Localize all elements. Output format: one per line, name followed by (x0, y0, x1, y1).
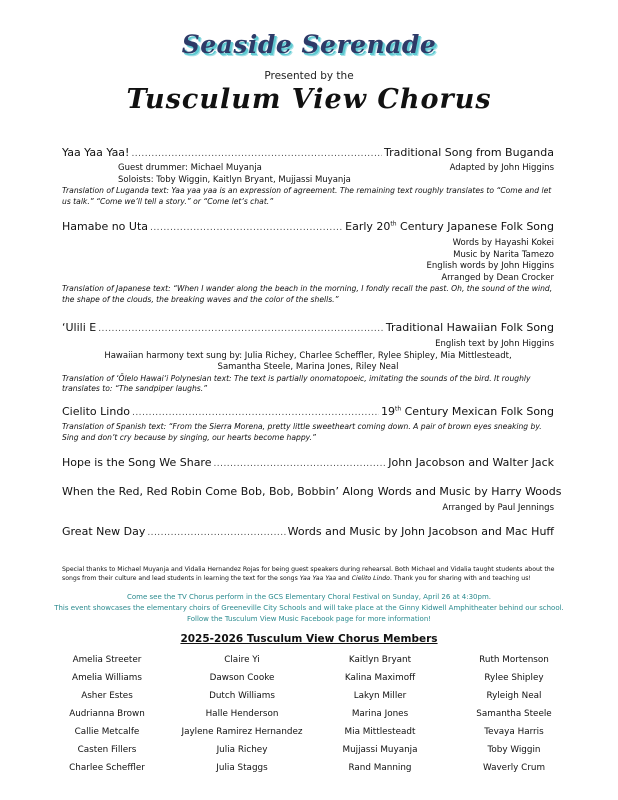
member-name: Claire Yi (224, 655, 260, 665)
dot-leader (131, 148, 382, 161)
credit-line: Words by Hayashi Kokei (452, 238, 554, 248)
announcement-line: This event showcases the elementary choirs of Greeneville City Schools and will take place at the Ginny Kidwell Amphitheater behind our school. (54, 604, 564, 612)
member-name: Amelia Williams (72, 673, 142, 683)
song-title: Cielito Lindo (62, 405, 131, 418)
members-column (177, 651, 307, 777)
credit-line: Adapted by John Higgins (449, 163, 554, 173)
translation-note: Translation of ʻŌlelo Hawaiʻi Polynesian text: The text is partially onomatopoeic, imitating the sounds of the bird. It roughly translates to: “The sandpiper laughs.” (62, 373, 531, 393)
credit-line: Arranged by Dean Crocker (441, 272, 554, 283)
member-name: Asher Estes (81, 691, 133, 701)
member-name: Julia Staggs (216, 763, 268, 773)
song-origin: Words and Music by Harry Woods (377, 485, 562, 498)
member-name: Ruth Mortenson (479, 655, 549, 665)
song-title: Hope is the Song We Share (62, 456, 212, 469)
member-name: Casten Fillers (77, 745, 137, 755)
song-title: Great New Day (62, 525, 146, 538)
song-origin: Traditional Hawaiian Folk Song (385, 321, 554, 334)
member-name: Rand Manning (348, 763, 412, 773)
performer-line: Samantha Steele, Marina Jones, Riley Neal (217, 362, 399, 372)
member-name: Samantha Steele (476, 709, 552, 719)
member-name: Kalina Maximoff (344, 673, 416, 683)
song-title-row (62, 321, 554, 336)
member-name: Jaylene Ramirez Hernandez (181, 727, 303, 737)
member-name: Waverly Crum (482, 763, 546, 773)
song-origin: 19th Century Mexican Folk Song (380, 405, 554, 418)
song-title: ‘Ulili E (62, 321, 97, 334)
song-title-row (62, 485, 562, 500)
song-origin: Words and Music by John Jacobson and Mac Huff (287, 525, 554, 538)
song-entry (62, 321, 554, 395)
members-column (62, 651, 152, 777)
member-name: Ryleigh Neal (486, 691, 542, 701)
credit-line: English words by John Higgins (426, 261, 554, 271)
member-name: Audrianna Brown (69, 709, 145, 719)
song-title: When the Red, Red Robin Come Bob, Bob, Bobbin’ Along (62, 485, 374, 498)
program-title: Seaside Serenade (181, 30, 437, 59)
member-name: Charlee Scheffler (69, 763, 145, 773)
thanks-note: Special thanks to Michael Muyanja and Vidalia Hernandez Rojas for being guest speakers during rehearsal. Both Michael and Vidalia taught students about the songs from their culture and lead students in learning the text for the songs Yaa Yaa Yaa and Cielito Lindo. Thank you for sharing with and teaching us! (62, 566, 555, 582)
song-title-row (62, 220, 554, 235)
song-origin: Traditional Song from Buganda (384, 146, 554, 159)
dot-leader (213, 458, 386, 471)
member-name: Julia Richey (216, 745, 268, 755)
member-name: Mia Mittlesteadt (344, 727, 416, 737)
member-name: Kaitlyn Bryant (348, 655, 412, 665)
member-name: Mujjassi Muyanja (342, 745, 418, 755)
announcement-block (0, 592, 618, 625)
song-entry (62, 220, 554, 305)
member-name: Rylee Shipley (484, 673, 544, 683)
performer-line: Hawaiian harmony text sung by: Julia Richey, Charlee Scheffler, Rylee Shipley, Mia Mittlesteadt, (104, 350, 512, 361)
performer-line: Guest drummer: Michael Muyanja (118, 163, 262, 173)
member-name: Dawson Cooke (209, 673, 275, 683)
member-name: Amelia Streeter (72, 655, 142, 665)
presented-by: Presented by the (264, 70, 354, 82)
song-origin: Early 20th Century Japanese Folk Song (345, 220, 554, 233)
member-name: Lakyn Miller (353, 691, 407, 701)
announcement-line: Follow the Tusculum View Music Facebook page for more information! (186, 615, 432, 623)
song-title: Yaa Yaa Yaa! (62, 146, 130, 159)
song-entry (62, 485, 562, 515)
member-name: Callie Metcalfe (74, 727, 140, 737)
song-entry (62, 525, 554, 540)
performer-line: Soloists: Toby Wiggin, Kaitlyn Bryant, Mujjassi Muyanja (118, 174, 351, 185)
announcement-line: Come see the TV Chorus perform in the GCS Elementary Choral Festival on Sunday, April 26 at 4:30pm. (126, 593, 492, 601)
dot-leader (132, 407, 379, 420)
dot-leader (98, 323, 384, 336)
translation-note: Translation of Spanish text: “From the Sierra Morena, pretty little sweetheart coming down. A pair of brown eyes sneaking by. Sing and don’t cry because by singing, our hearts become happy.” (62, 422, 542, 442)
member-name: Halle Henderson (205, 709, 279, 719)
members-heading: 2025-2026 Tusculum View Chorus Members (180, 633, 438, 645)
translation-note: Translation of Japanese text: “When I wander along the beach in the morning, I fondly recall the past. Oh, the sound of the wind, the shape of the clouds, the breaking waves and the color of the shells.” (62, 284, 553, 304)
song-title: Hamabe no Uta (62, 220, 149, 233)
song-title-row (62, 525, 554, 540)
translation-note: Translation of Luganda text: Yaa yaa yaa is an expression of agreement. The remaining text roughly translates to “Come and let us talk.” “Come we’ll tell a story.” or “Come let’s chat.” (62, 186, 552, 206)
song-entry (62, 456, 554, 471)
song-entry (62, 405, 554, 443)
credit-line: English text by John Higgins (435, 339, 554, 349)
chorus-name-logo: Tusculum View Chorus (126, 84, 492, 115)
member-name: Tevaya Harris (484, 727, 544, 737)
credit-line: Music by Narita Tamezo (453, 249, 554, 260)
credit-line: Arranged by Paul Jennings (442, 503, 554, 513)
members-column (325, 651, 435, 777)
dot-leader (147, 527, 285, 540)
song-entry (62, 146, 554, 207)
member-name: Toby Wiggin (487, 745, 541, 755)
member-name: Marina Jones (351, 709, 409, 719)
dot-leader (150, 222, 343, 235)
song-title-row (62, 456, 554, 471)
song-title-row (62, 146, 554, 161)
members-column (464, 651, 564, 777)
song-title-row (62, 405, 554, 420)
song-origin: John Jacobson and Walter Jack (388, 456, 554, 469)
member-name: Dutch Williams (209, 691, 275, 701)
